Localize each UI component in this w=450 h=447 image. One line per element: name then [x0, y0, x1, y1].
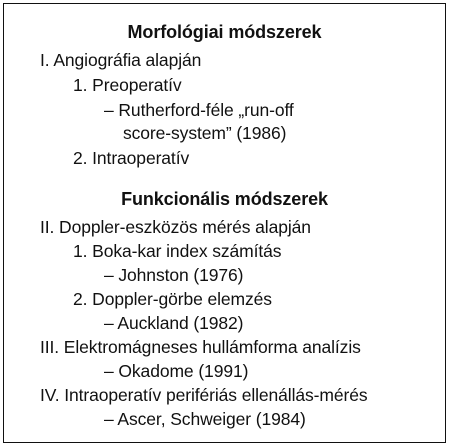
content-box	[3, 3, 446, 443]
item-ascer-schweiger: – Ascer, Schweiger (1984)	[104, 409, 306, 429]
item-doppler-curve: 2. Doppler-görbe elemzés	[73, 289, 272, 309]
item-rutherford-cont: score-system” (1986)	[123, 123, 287, 143]
item-auckland: – Auckland (1982)	[104, 313, 244, 333]
item-ankle-brachial: 1. Boka-kar index számítás	[73, 241, 282, 261]
heading-morphological-methods: Morfológiai módszerek	[127, 22, 322, 42]
item-peripheral-resistance: IV. Intraoperatív perifériás ellenállás-mérés	[40, 385, 368, 405]
item-doppler: II. Doppler-eszközös mérés alapján	[40, 217, 311, 237]
item-electromagnetic: III. Elektromágneses hullámforma analízis	[40, 337, 361, 357]
heading-functional-methods: Funkcionális módszerek	[121, 189, 328, 209]
item-intraoperative: 2. Intraoperatív	[73, 148, 190, 168]
item-preoperative: 1. Preoperatív	[73, 75, 182, 95]
item-rutherford: – Rutherford-féle „run-off	[104, 100, 294, 120]
item-johnston: – Johnston (1976)	[104, 265, 244, 285]
item-angiography: I. Angiográfia alapján	[40, 50, 202, 70]
item-okadome: – Okadome (1991)	[104, 361, 249, 381]
